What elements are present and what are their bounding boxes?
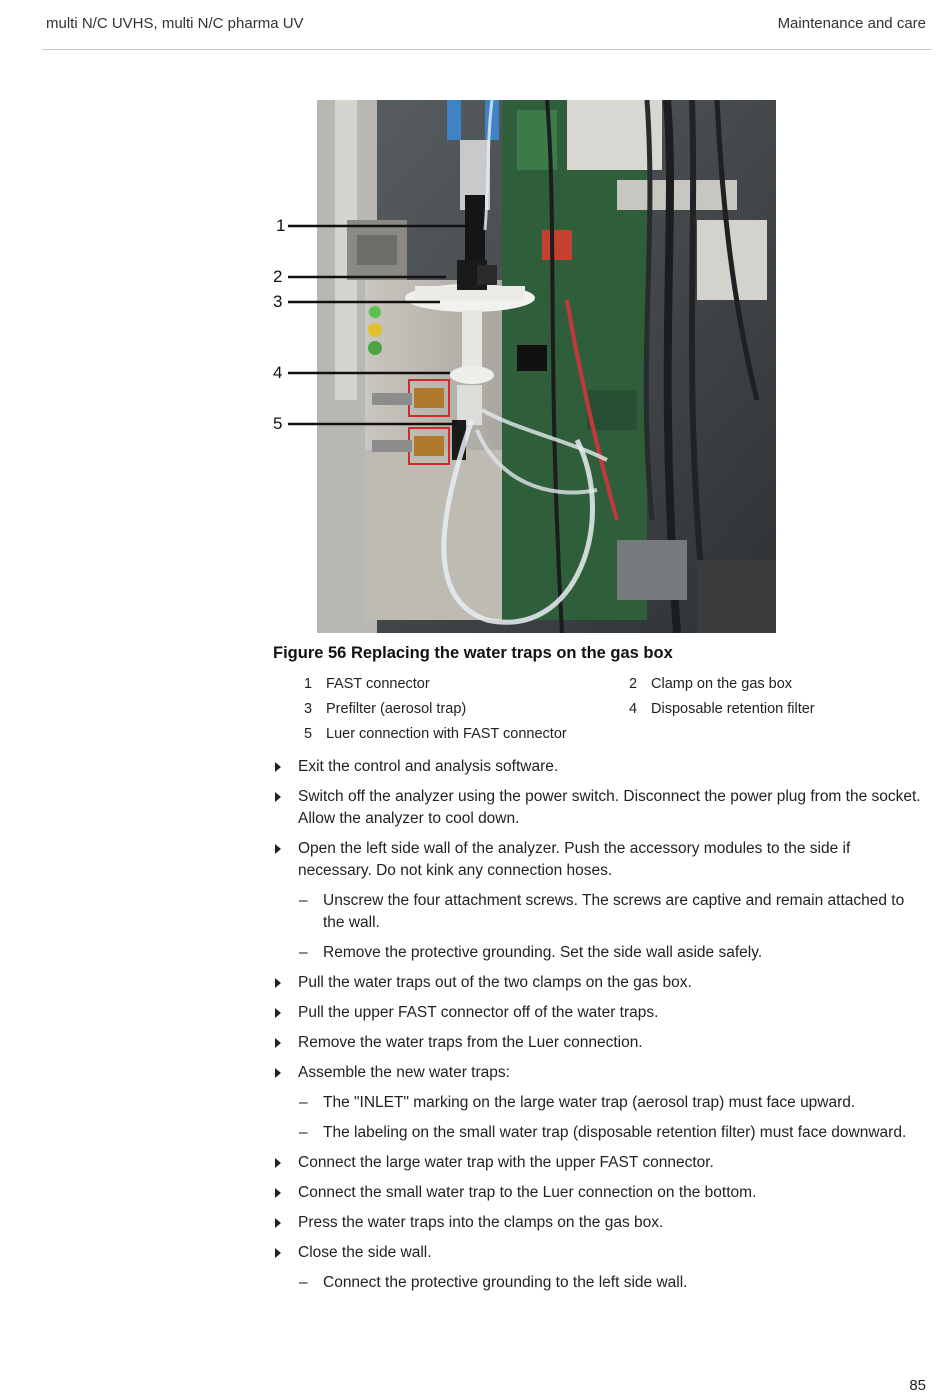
dash-bullet: – xyxy=(299,892,308,909)
step-item xyxy=(273,1032,928,1054)
step-item xyxy=(273,756,928,778)
triangle-bullet-icon xyxy=(275,1158,281,1168)
callout-4: 4 xyxy=(273,363,283,382)
step-text: Assemble the new water traps: xyxy=(298,1064,510,1081)
substep-item xyxy=(273,1092,928,1114)
triangle-bullet-icon xyxy=(275,978,281,988)
substep-text: Unscrew the four attachment screws. The screws are captive and remain attached to the wall. xyxy=(323,892,905,931)
figure-56 xyxy=(268,100,778,633)
header-divider xyxy=(42,49,932,50)
triangle-bullet-icon xyxy=(275,1068,281,1078)
callout-3: 3 xyxy=(273,292,283,311)
step-item xyxy=(273,1152,928,1174)
legend-label: Clamp on the gas box xyxy=(651,676,793,692)
step-item xyxy=(273,1062,928,1084)
triangle-bullet-icon xyxy=(275,792,281,802)
step-text: Connect the large water trap with the upper FAST connector. xyxy=(298,1154,714,1171)
triangle-bullet-icon xyxy=(275,1248,281,1258)
step-text: Remove the water traps from the Luer connection. xyxy=(298,1034,643,1051)
callout-lines xyxy=(268,100,778,633)
legend-number: 4 xyxy=(629,701,638,717)
dash-bullet: – xyxy=(299,944,308,961)
figure-caption: Figure 56 Replacing the water traps on the gas box xyxy=(273,644,673,662)
triangle-bullet-icon xyxy=(275,1188,281,1198)
dash-bullet: – xyxy=(299,1274,308,1291)
legend-item xyxy=(304,701,466,717)
step-item xyxy=(273,838,928,882)
legend-number: 2 xyxy=(629,676,638,692)
step-item xyxy=(273,1182,928,1204)
legend-item xyxy=(629,701,815,717)
header-section-title: Maintenance and care xyxy=(777,15,926,32)
step-item xyxy=(273,1212,928,1234)
step-text: Press the water traps into the clamps on the gas box. xyxy=(298,1214,664,1231)
step-text: Pull the water traps out of the two clamps on the gas box. xyxy=(298,974,692,991)
substep-text: Remove the protective grounding. Set the side wall aside safely. xyxy=(323,944,763,961)
substep-text: The "INLET" marking on the large water trap (aerosol trap) must face upward. xyxy=(323,1094,856,1111)
callout-1: 1 xyxy=(276,216,286,235)
legend-item xyxy=(304,676,430,692)
step-text: Switch off the analyzer using the power switch. Disconnect the power plug from the socket. Allow the analyzer to cool down. xyxy=(298,788,921,827)
header-document-title: multi N/C UVHS, multi N/C pharma UV xyxy=(46,15,304,32)
page-number: 85 xyxy=(909,1377,926,1394)
legend-item xyxy=(304,726,567,742)
triangle-bullet-icon xyxy=(275,1038,281,1048)
step-item xyxy=(273,972,928,994)
legend-label: Prefilter (aerosol trap) xyxy=(326,701,467,717)
triangle-bullet-icon xyxy=(275,844,281,854)
step-text: Close the side wall. xyxy=(298,1244,432,1261)
callout-5: 5 xyxy=(273,414,283,433)
step-item xyxy=(273,1242,928,1264)
legend-number: 3 xyxy=(304,701,313,717)
step-text: Connect the small water trap to the Luer connection on the bottom. xyxy=(298,1184,757,1201)
step-text: Exit the control and analysis software. xyxy=(298,758,559,775)
substep-item xyxy=(273,1272,928,1294)
dash-bullet: – xyxy=(299,1094,308,1111)
substep-text: Connect the protective grounding to the left side wall. xyxy=(323,1274,688,1291)
substep-item xyxy=(273,942,928,964)
step-item xyxy=(273,1002,928,1024)
legend-label: Disposable retention filter xyxy=(651,701,815,717)
substep-item xyxy=(273,890,928,934)
substep-text: The labeling on the small water trap (disposable retention filter) must face downward. xyxy=(323,1124,907,1141)
step-text: Open the left side wall of the analyzer. Push the accessory modules to the side if necessary. Do not kink any connection hoses. xyxy=(298,840,851,879)
step-text: Pull the upper FAST connector off of the water traps. xyxy=(298,1004,659,1021)
triangle-bullet-icon xyxy=(275,1008,281,1018)
triangle-bullet-icon xyxy=(275,1218,281,1228)
substep-item xyxy=(273,1122,928,1144)
dash-bullet: – xyxy=(299,1124,308,1141)
legend-item xyxy=(629,676,792,692)
callout-2: 2 xyxy=(273,267,283,286)
legend-label: Luer connection with FAST connector xyxy=(326,726,567,742)
legend-number: 1 xyxy=(304,676,313,692)
step-item xyxy=(273,786,928,830)
procedure-steps xyxy=(273,756,928,1302)
legend-label: FAST connector xyxy=(326,676,430,692)
triangle-bullet-icon xyxy=(275,762,281,772)
legend-number: 5 xyxy=(304,726,313,742)
